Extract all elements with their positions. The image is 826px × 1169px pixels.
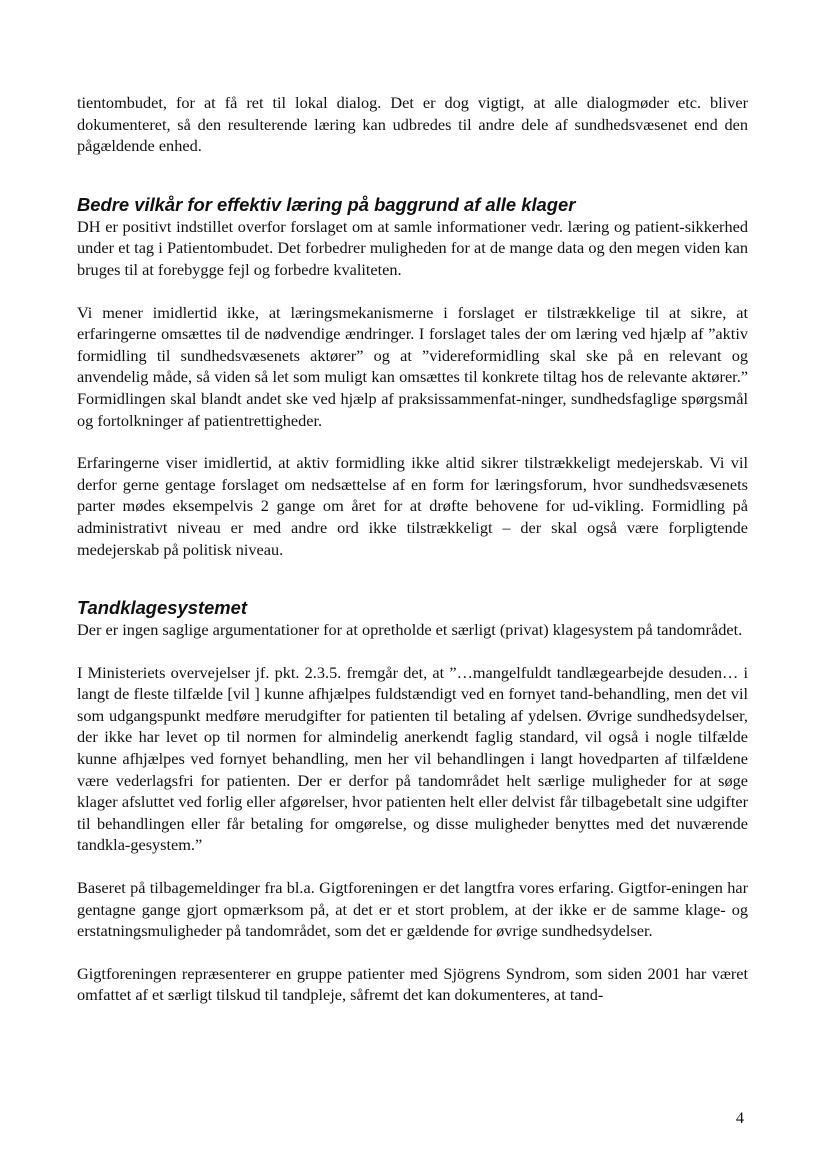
learning-paragraph-2: Vi mener imidlertid ikke, at læringsmekanismerne i forslaget er tilstrækkelige til at sikre, at erfaringerne omsættes til de nødvendige ændringer. I forslaget tales der om læring ved hjælp af ”aktiv formidling til sundhedsvæsenets aktører” og at ”videreformidling skal ske på en relevant og anvendelig måde, så viden så let som muligt kan omsættes til konkrete tiltag hos de relevante aktører.” Formidlingen skal blandt andet ske ved hjælp af praksissammenfat-ninger, sundhedsfaglige spørgsmål og fortolkninger af patientrettigheder. xyxy=(77,302,748,430)
section-heading-dental: Tandklagesystemet xyxy=(77,597,248,619)
document-page xyxy=(77,92,748,1006)
page-number: 4 xyxy=(735,1108,744,1127)
intro-paragraph: tientombudet, for at få ret til lokal dialog. Det er dog vigtigt, at alle dialogmøder etc. bliver dokumenteret, så den resulterende læring kan udbredes til andre dele af sundhedsvæsenet end den pågældende enhed. xyxy=(77,93,748,156)
learning-paragraph-3: Erfaringerne viser imidlertid, at aktiv formidling ikke altid sikrer tilstrækkeligt medejerskab. Vi vil derfor gerne gentage forslaget om nedsættelse af en form for læringsforum, hvor sundhedsvæsenets parter mødes eksempelvis 2 gange om året for at drøfte behovene for ud-vikling. Formidling på administrativt niveau er med andre ord ikke tilstrækkeligt – der skal også være forpligtende medejerskab på politisk niveau. xyxy=(77,453,748,559)
dental-paragraph-2: I Ministeriets overvejelser jf. pkt. 2.3.5. fremgår det, at ”…mangelfuldt tandlægearbejde desuden… i langt de fleste tilfælde [vil ] kunne afhjælpes fuldstændigt ved en fornyet tand-behandling, men det vil som udgangspunkt medføre merudgifter for patienten til betaling af ydelsen. Øvrige sundhedsydelser, der ikke har levet op til normen for almindelig anerkendt faglig standard, vil også i nogle tilfælde kunne afhjælpes ved fornyet behandling, men her vil behandlingen i langt hovedparten af tilfældene være vederlagsfri for patienten. Der er derfor på tandområdet helt særlige muligheder for at søge klager afsluttet ved forlig eller afgørelser, hvor patienten helt eller delvist får tilbagebetalt sine udgifter til behandlingen eller får betaling for omgørelse, og disse muligheder benyttes med det nuværende tandkla-gesystem.” xyxy=(77,662,748,855)
dental-paragraph-4: Gigtforeningen repræsenterer en gruppe patienter med Sjögrens Syndrom, som siden 2001 har været omfattet af et særligt tilskud til tandpleje, såfremt det kan dokumenteres, at tand- xyxy=(77,963,748,1005)
learning-paragraph-1: DH er positivt indstillet overfor forslaget om at samle informationer vedr. læring og patient-sikkerhed under et tag i Patientombudet. Det forbedrer muligheden for at de mange data og den megen viden kan bruges til at forebygge fejl og forbedre kvaliteten. xyxy=(77,216,748,279)
dental-paragraph-1: Der er ingen saglige argumentationer for at opretholde et særligt (privat) klagesystem på tandområdet. xyxy=(77,620,743,640)
dental-paragraph-3: Baseret på tilbagemeldinger fra bl.a. Gigtforeningen er det langtfra vores erfaring. Gigtfor-eningen har gentagne gange gjort opmærksom på, at det er et stort problem, at der ikke er de samme klage- og erstatningsmuligheder på tandområdet, som det er gældende for øvrige sundhedsydelser. xyxy=(77,878,748,941)
section-heading-learning: Bedre vilkår for effektiv læring på baggrund af alle klager xyxy=(77,193,576,215)
